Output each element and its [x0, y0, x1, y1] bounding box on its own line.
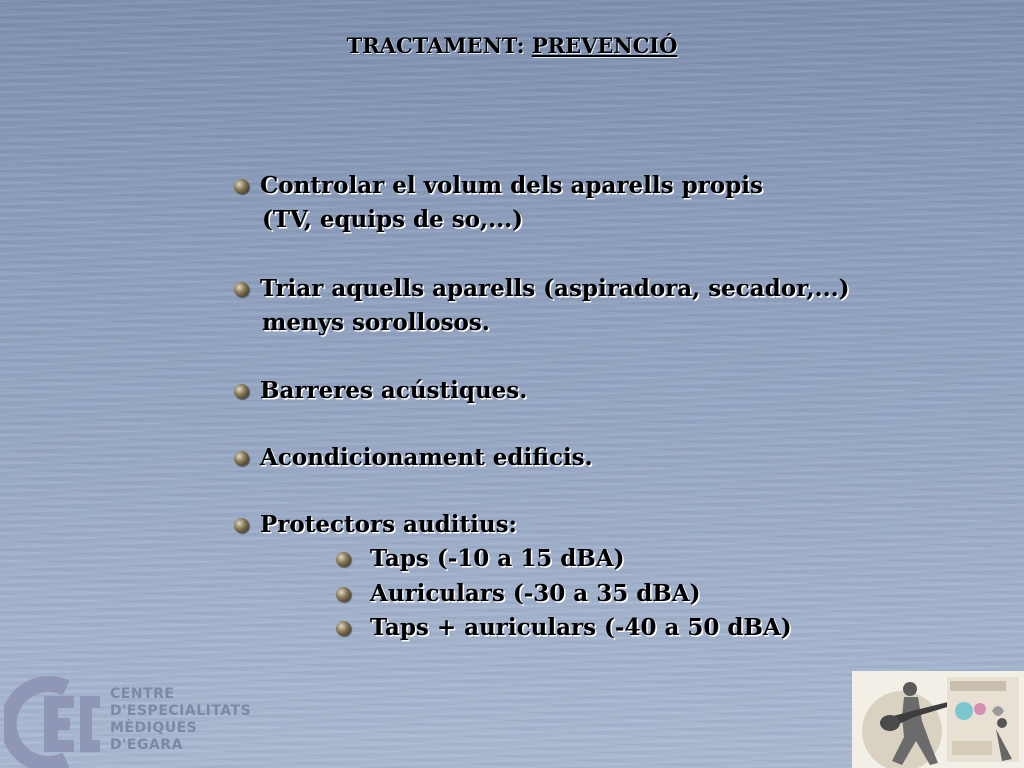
bullet-icon: [234, 518, 249, 533]
logo-line-1: CENTRE: [110, 686, 175, 702]
bullet-icon: [234, 282, 249, 297]
bullet-icon: [234, 384, 249, 399]
title-underlined: PREVENCIÓ: [531, 33, 678, 58]
logo-line-3: MÈDIQUES: [110, 720, 198, 736]
item-4-line-1: Acondicionament edificis.: [260, 444, 593, 471]
item-5-line-1: Protectors auditius:: [260, 511, 518, 538]
logo-line-4: D'EGARA: [110, 737, 183, 753]
item-2-line-2: menys sorollosos.: [262, 309, 490, 336]
logo-line-2: D'ESPECIALITATS: [110, 703, 252, 719]
title-prefix: TRACTAMENT:: [346, 33, 532, 58]
item-3-line-1: Barreres acústiques.: [260, 377, 528, 404]
item-1-line-1: Controlar el volum dels aparells propis: [260, 172, 763, 199]
sub-bullet-icon: [336, 621, 351, 636]
sub-bullet-icon: [336, 552, 351, 567]
item-2-line-1: Triar aquells aparells (aspiradora, secador,...): [260, 275, 850, 302]
bullet-icon: [234, 451, 249, 466]
subitem-1: Taps (-10 a 15 dBA): [370, 545, 625, 572]
logo-text: [110, 686, 251, 754]
bullet-icon: [234, 179, 249, 194]
sub-bullet-icon: [336, 587, 351, 602]
subitem-3: Taps + auriculars (-40 a 50 dBA): [370, 614, 792, 641]
slide-title: [0, 33, 1024, 58]
item-1-line-2: (TV, equips de so,...): [262, 206, 523, 233]
subitem-2: Auriculars (-30 a 35 dBA): [370, 580, 701, 607]
guitarist-illustration-icon: [852, 671, 1024, 768]
